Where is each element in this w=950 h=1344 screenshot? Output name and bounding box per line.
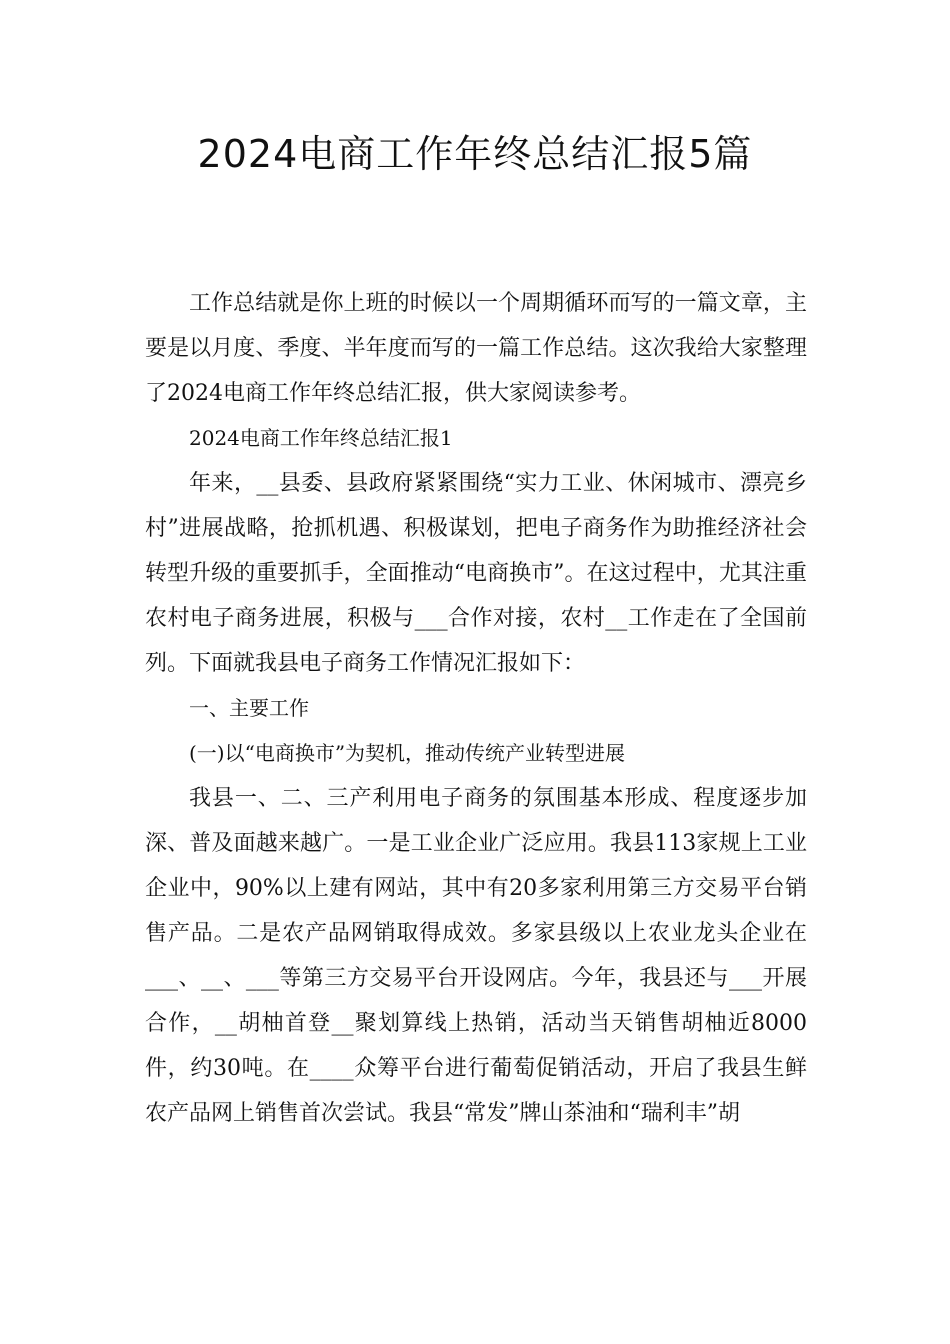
intro-paragraph: 工作总结就是你上班的时候以一个周期循环而写的一篇文章，主要是以月度、季度、半年度而写的一篇工作总结。这次我给大家整理了2024电商工作年终总结汇报，供大家阅读参考。 — [145, 291, 807, 406]
document-title: 2024电商工作年终总结汇报5篇 — [197, 132, 753, 176]
section-heading-1: 2024电商工作年终总结汇报1 — [189, 426, 453, 450]
section-heading-main-work: 一、主要工作 — [189, 696, 309, 720]
body-paragraph: 年来，__县委、县政府紧紧围绕“实力工业、休闲城市、漂亮乡村”进展战略，抢抓机遇、积极谋划，把电子商务作为助推经济社会转型升级的重要抓手，全面推动“电商换市”。在这过程中，尤其注重农村电子商务进展，积极与___合作对接，农村__工作走在了全国前列。下面就我县电子商务工作情况汇报如下： — [145, 471, 807, 676]
body-paragraph: 我县一、二、三产利用电子商务的氛围基本形成、程度逐步加深、普及面越来越广。一是工业企业广泛应用。我县113家规上工业企业中，90%以上建有网站，其中有20多家利用第三方交易平台销售产品。二是农产品网销取得成效。多家县级以上农业龙头企业在___、__、___等第三方交易平台开设网店。今年，我县还与___开展合作，__胡柚首登__聚划算线上热销，活动当天销售胡柚近8000件，约30吨。在____众筹平台进行葡萄促销活动，开启了我县生鲜农产品网上销售首次尝试。我县“常发”牌山茶油和“瑞利丰”胡 — [145, 786, 807, 1126]
document-body — [145, 281, 807, 1136]
subsection-heading-1: (一)以“电商换市”为契机，推动传统产业转型进展 — [189, 741, 626, 765]
